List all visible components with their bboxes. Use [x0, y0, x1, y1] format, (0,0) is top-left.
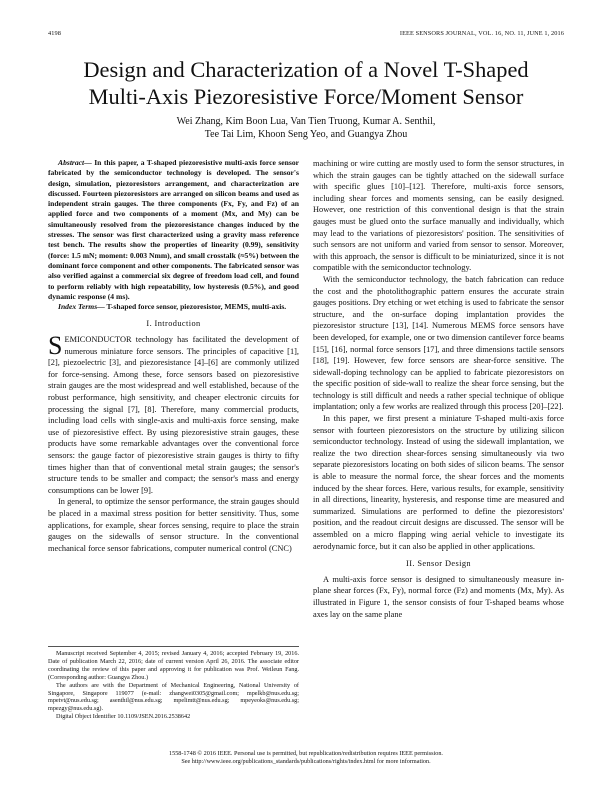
abstract: [48, 158, 299, 302]
rights-link[interactable]: See http://www.ieee.org/publications_standards/publications/rights/index.html for more information.: [181, 758, 431, 765]
section-heading-introduction: I. Introduction: [146, 319, 201, 329]
body-paragraph-1: machining or wire cutting are mostly used to form the sensor structures, in which the strain gauges can be tightly attached on the sidewall surface with specific glues [10]–[12]. Therefore, multi-axis force sensors, including shear forces and moments sensing, can be easily designed. However, one restriction of this conventional design is that the strain gauges must be glued onto the surface manually and individually, which may lead to the variations of piezoresistors' position. The sensitivities of such sensors are not uniform and varied from sensor to sensor. Moreover, with this approach, the sensor is difficult to be miniaturized, since it is not compatible with the semiconductor technology.: [313, 159, 564, 273]
footnote-divider: [48, 646, 299, 647]
abstract-text: — In this paper, a T-shaped piezoresistive multi-axis force sensor fabricated by the semiconductor technology is developed. The sensor's design, simulation, piezoresistors arrangement, and characterization are discussed. Fourteen piezoresistors are arranged on silicon beams and used as independent strain gauges. The three components (Fx, Fy, and Fz) of an applied force and two components of a moment (Mx, and My) can be simultaneously resolved from the piezoresistance changes induced by the stresses. The sensor was first characterized using a gravity mass reference test bench. The results show the properties of linearity (0.99), sensitivity (force: 1.5 mN; moment: 0.003 Nmm), and small crosstalk (≈5%) between the dominant force component and other components. The fabricated sensor was also verified against a commercial six degree of freedom load cell, and found to perform reliably with high repeatability, low hysteresis (0.5%), and good dynamic response (4 ms).: [48, 158, 299, 301]
journal-name: IEEE SENSORS JOURNAL, VOL. 16, NO. 11, JUNE 1, 2016: [399, 30, 564, 37]
copyright-line: 1558-1748 © 2016 IEEE. Personal use is permitted, but republication/redistribution requires IEEE permission.: [169, 750, 443, 757]
intro-paragraph-2: In general, to optimize the sensor performance, the strain gauges should be placed in a maximal stress position for better sensitivity. Thus, some applications, for example, shear forces sensing, require to place the strain gauges on the sidewalls of sensor structure. In the conventional mechanical force sensor fabrications, computer numerical control (CNC): [48, 497, 299, 553]
title-line: Design and Characterization of a Novel T-Shaped: [83, 57, 529, 82]
index-terms-text: — T-shaped force sensor, piezoresistor, MEMS, multi-axis.: [97, 302, 287, 312]
title-line: Multi-Axis Piezoresistive Force/Moment Sensor: [88, 84, 524, 109]
index-terms: [48, 302, 299, 312]
right-column: [313, 158, 564, 620]
body-paragraph-3: In this paper, we first present a miniature T-shaped multi-axis force sensor with fourteen piezoresistors on the structure by utilizing silicon semiconductor technology. Instead of using the sidewall implantation, we realize the two direction shear-forces sensing simultaneously via two separate piezoresistors locating on both sides of silicon beams. The sensor is able to measure the normal force, the shear forces and the moments induced by the shear forces. Here, various results, for example, sensitivity in all directions, linearity, hysteresis, and response time are measured and summarized. Simulations are performed to define the piezoresistors' position, and the readout circuit designs are discussed. The sensor will be assembled on a micro flapping wing aerial vehicle to investigate its aerodynamic force, but it can also be applied in other applications.: [313, 414, 564, 551]
footnote-manuscript: Manuscript received September 4, 2015; revised January 4, 2016; accepted February 19, 2016. Date of publication March 22, 2016; date of current version April 26, 2016. The associate editor coordinating the review of this paper and approving it for publication was Prof. Weileun Fang. (Corresponding author: Guangya Zhou.): [48, 650, 299, 681]
body-paragraph-4: A multi-axis force sensor is designed to simultaneously measure in-plane shear forces (Fx, Fy), normal force (Fz) and moments (Mx, My). As illustrated in Figure 1, the sensor consists of four T-shaped beams whose axes lay on the same plane: [313, 574, 564, 619]
footnote-doi: Digital Object Identifier 10.1109/JSEN.2016.2538642: [56, 713, 191, 721]
paper-title: [40, 56, 572, 110]
author-line: Tee Tai Lim, Khoon Seng Yeo, and Guangya Zhou: [204, 129, 408, 140]
abstract-label: Abstract: [58, 158, 85, 167]
index-terms-label: Index Terms: [58, 302, 98, 312]
intro-paragraph-1-text: EMICONDUCTOR technology has facilitated the development of numerous miniature force sensors. The principles of capacitive [1], [2], piezoelectric [3], and piezoresistance [4]–[6] are commonly utilized for force-sensing. Among these, force sensors based on piezoresistive strain gauges are the most widespread and well established, because of the robust performance, high sensitivity, and cheaper electronic circuits for processing the signal [7], [8]. Therefore, many commercial products, including load cells with single-axis and multi-axis force sensing, make use of piezoresistive effect. By using piezoresistive strain gauges, these products have some remarkable advantages over the conventional force sensors: the gauge factor of piezoresistive strain gauges is thirty to fifty times higher than that of conventional metal strain gauges; the sensor's structure tends to be smaller and compact; the sensor's mass and energy consumptions can be lower [9].: [48, 335, 299, 495]
copyright-notice: [40, 750, 572, 766]
footnote-affiliation: The authors are with the Department of Mechanical Engineering, National University of Singapore, Singapore 119077 (e-mail: zhangwei0305@gmail.com; mpelkb@nus.edu.sg; mpetvt@nus.edu.sg; asenthil@nus.edu.sg; mpelimtt@nus.edu.sg; mpeyeoks@nus.edu.sg; mpezgy@nus.edu.sg).: [48, 681, 299, 713]
page-number: 4198: [48, 30, 61, 37]
intro-paragraph-1: [48, 331, 299, 496]
author-list: [60, 115, 552, 141]
drop-cap: S: [48, 331, 63, 361]
left-column: [48, 158, 299, 554]
footnotes: [48, 650, 299, 721]
author-line: Wei Zhang, Kim Boon Lua, Van Tien Truong, Kumar A. Senthil,: [176, 116, 436, 127]
section-heading-sensor-design: II. Sensor Design: [406, 559, 471, 569]
body-paragraph-2: With the semiconductor technology, the batch fabrication can reduce the cost and the photolithographic pattern ensures the accurate strain gauges positions. Dry etching or wet etching is used to fabricate the sensor structure, and the on-surface doping implantation provides the piezoresistor structure [13], [14]. Numerous MEMS force sensors have been developed, for example, one or two dimension cantilever force beams [15], [16], normal force sensors [17], and three dimensions tactile sensors [18], [19]. However, few force sensors are shear-force sensitive. The sidewall-doping technology can be applied to fabricate piezoresistors on the specific position of side-wall to realize the shear force sensing, but the technology is still difficult and needs a rather special technique of oblique implantation; only a few works are realized through this process [20]–[22].: [313, 274, 564, 412]
